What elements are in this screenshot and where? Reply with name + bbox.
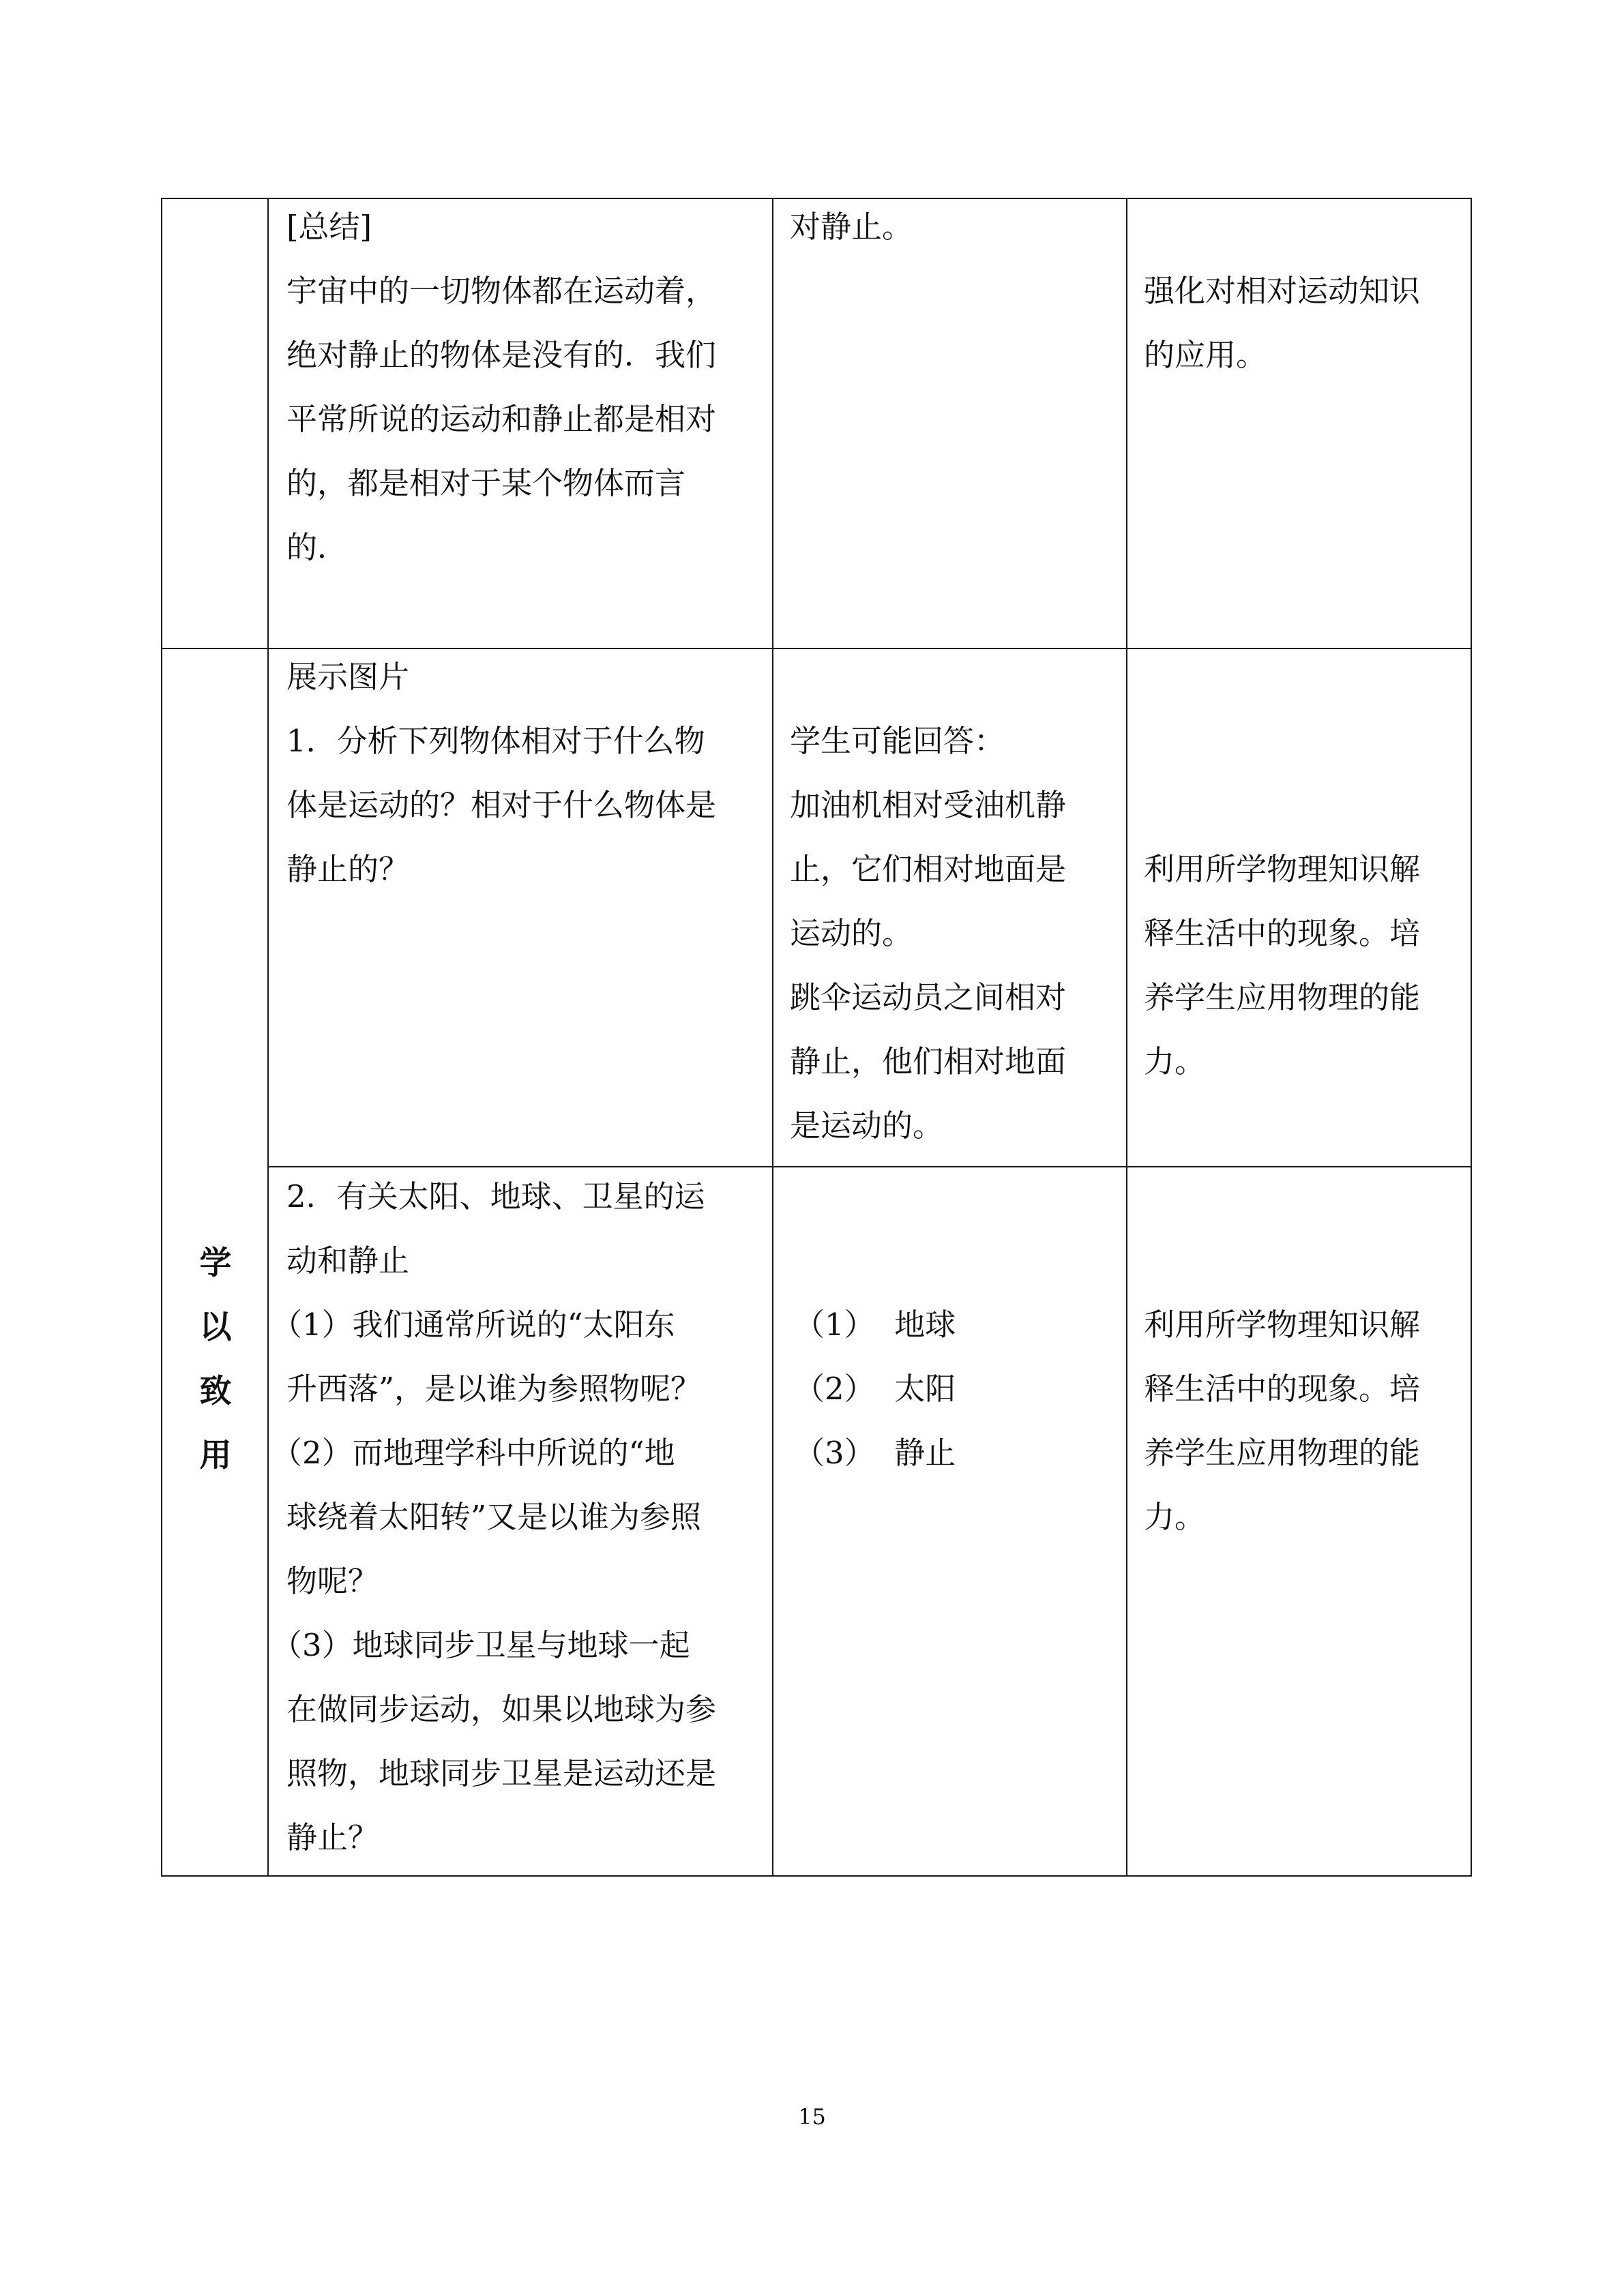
row3-content-line-3: （1）我们通常所说的“太阳东: [271, 1307, 675, 1343]
stage-cell: [161, 648, 269, 1877]
row2-content-line-4: 静止的？: [286, 851, 410, 887]
row3-intent-cell: [1126, 1166, 1472, 1877]
row1-student-cell: [772, 198, 1127, 649]
stage-char-1: 学: [199, 1244, 232, 1282]
row1-content-line-2: 宇宙中的一切物体都在运动着，: [286, 273, 717, 309]
row2-student-line-7: 是运动的。: [790, 1107, 944, 1144]
stage-char-4: 用: [199, 1437, 232, 1474]
row2-student-cell: [772, 648, 1127, 1167]
row3-student-line-2: （2） 太阳: [794, 1371, 956, 1407]
row3-content-line-7: 物呢？: [286, 1563, 379, 1599]
row3-content-cell: [267, 1166, 773, 1877]
row2-intent-line-3: 养学生应用物理的能: [1144, 979, 1421, 1015]
stage-char-3: 致: [199, 1373, 232, 1410]
row2-student-line-4: 运动的。: [790, 915, 913, 951]
row3-content-line-2: 动和静止: [286, 1242, 410, 1279]
row2-content-line-2: 1．分析下列物体相对于什么物: [286, 723, 705, 759]
row1-content-cell: [267, 198, 773, 649]
row2-student-line-6: 静止，他们相对地面: [790, 1043, 1067, 1079]
row1-content-line-3: 绝对静止的物体是没有的．我们: [286, 337, 717, 373]
row2-intent-cell: [1126, 648, 1472, 1167]
row3-content-line-10: 照物，地球同步卫星是运动还是: [286, 1755, 717, 1791]
row3-content-line-5: （2）而地理学科中所说的“地: [271, 1435, 675, 1471]
row3-student-cell: [772, 1166, 1127, 1877]
row2-content-line-1: 展示图片: [286, 659, 410, 695]
row3-intent-line-3: 养学生应用物理的能: [1144, 1435, 1421, 1471]
row3-intent-line-1: 利用所学物理知识解: [1144, 1307, 1421, 1343]
row1-content-line-5: 的，都是相对于某个物体而言: [286, 465, 686, 501]
row1-content-line-4: 平常所说的运动和静止都是相对: [286, 401, 717, 437]
row2-intent-line-2: 释生活中的现象。培: [1144, 915, 1421, 951]
row3-content-line-8: （3）地球同步卫星与地球一起: [271, 1627, 690, 1663]
row2-content-cell: [267, 648, 773, 1167]
row3-intent-line-4: 力。: [1144, 1499, 1206, 1535]
stage-char-2: 以: [199, 1309, 232, 1346]
row3-intent-line-2: 释生活中的现象。培: [1144, 1371, 1421, 1407]
row3-content-line-4: 升西落”，是以谁为参照物呢？: [286, 1371, 702, 1407]
row1-content-line-1: [总结]: [286, 209, 372, 245]
row1-intent-line-1: 强化对相对运动知识: [1144, 273, 1421, 309]
row2-student-line-1: 学生可能回答：: [790, 723, 1005, 759]
row3-content-line-11: 静止？: [286, 1819, 379, 1855]
row2-content-line-3: 体是运动的？相对于什么物体是: [286, 787, 717, 823]
row3-content-line-9: 在做同步运动，如果以地球为参: [286, 1691, 717, 1727]
row3-content-line-6: 球绕着太阳转”又是以谁为参照: [286, 1499, 702, 1535]
row1-intent-cell: [1126, 198, 1472, 649]
row3-content-line-1: 2．有关太阳、地球、卫星的运: [286, 1178, 705, 1214]
row2-student-line-3: 止，它们相对地面是: [790, 851, 1067, 887]
row2-student-line-5: 跳伞运动员之间相对: [790, 979, 1067, 1015]
row3-student-line-3: （3） 静止: [794, 1435, 956, 1471]
row1-content-line-6: 的．: [286, 529, 349, 565]
row1-student-line-1: 对静止。: [790, 209, 913, 245]
row1-intent-line-2: 的应用。: [1144, 337, 1267, 373]
row3-student-line-1: （1） 地球: [794, 1307, 956, 1343]
row1-stage-cell: [161, 198, 269, 649]
row2-intent-line-1: 利用所学物理知识解: [1144, 851, 1421, 887]
row2-intent-line-4: 力。: [1144, 1043, 1206, 1079]
row2-student-line-2: 加油机相对受油机静: [790, 787, 1067, 823]
page-number: 15: [798, 2104, 826, 2130]
